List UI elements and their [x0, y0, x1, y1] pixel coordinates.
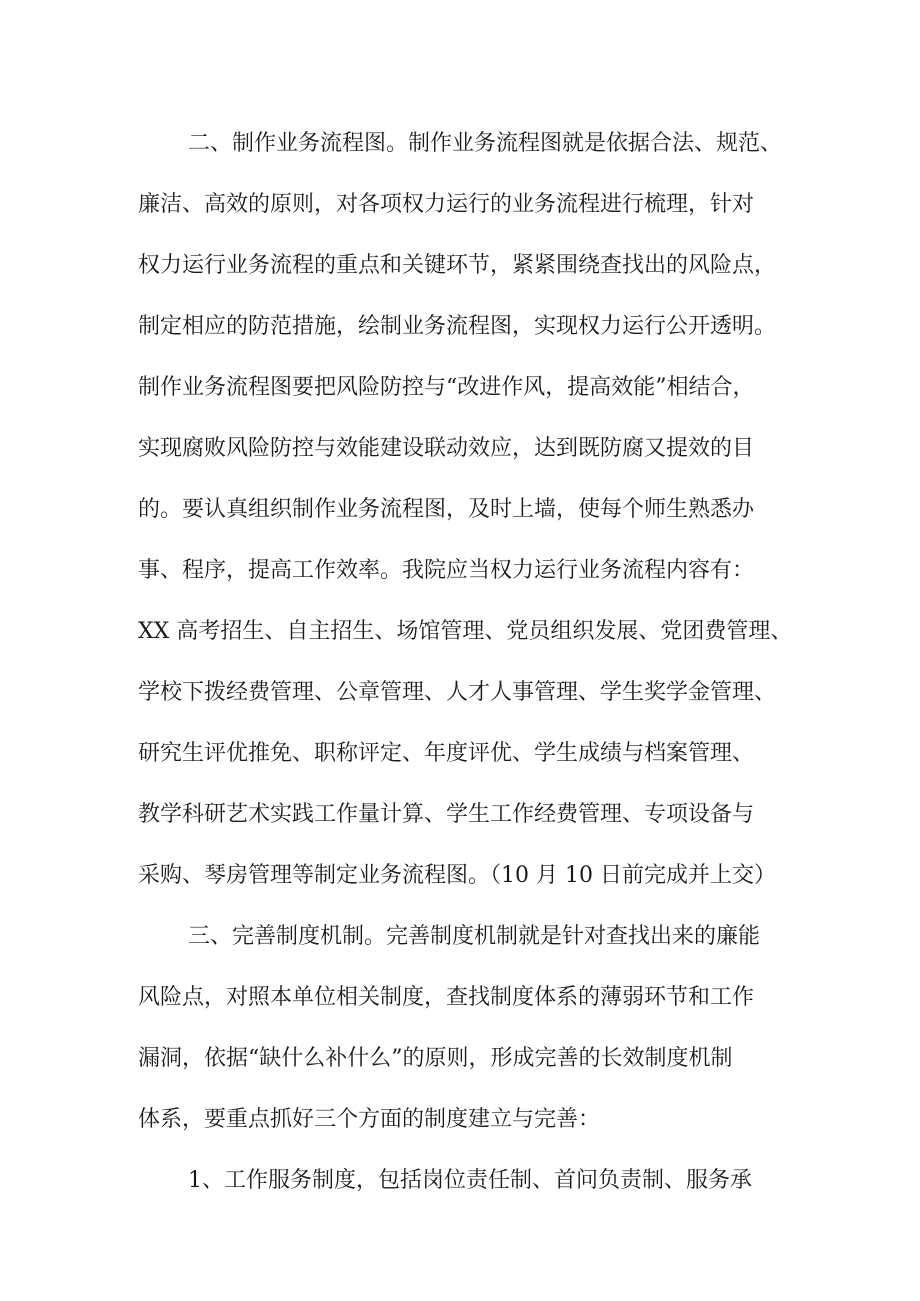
paragraph-3-line-4: 体系，要重点抓好三个方面的制度建立与完善： [138, 1107, 601, 1132]
paragraph-2-line-8: 事、程序，提高工作效率。我院应当权力运行业务流程内容有： [138, 558, 755, 583]
paragraph-2-line-9: XX 高考招生、自主招生、场馆管理、党员组织发展、党团费管理、 [138, 619, 793, 644]
paragraph-3-line-2: 风险点，对照本单位相关制度，查找制度体系的薄弱环节和工作 [138, 985, 755, 1010]
paragraph-2-line-4: 制定相应的防范措施，绘制业务流程图，实现权力运行公开透明。 [138, 314, 777, 339]
paragraph-2-line-7: 的。要认真组织制作业务流程图，及时上墙，使每个师生熟悉办 [138, 497, 755, 522]
paragraph-2-line-12: 教学科研艺术实践工作量计算、学生工作经费管理、专项设备与 [138, 802, 755, 827]
paragraph-2-line-6: 实现腐败风险防控与效能建设联动效应，达到既防腐又提效的目 [138, 436, 755, 461]
paragraph-4-line-1: 1、工作服务制度，包括岗位责任制、首问负责制、服务承 [188, 1168, 752, 1193]
paragraph-2-line-2: 廉洁、高效的原则，对各项权力运行的业务流程进行梳理，针对 [138, 192, 755, 217]
paragraph-2-line-1: 二、制作业务流程图。制作业务流程图就是依据合法、规范、 [188, 131, 783, 156]
paragraph-3-line-3: 漏洞，依据“缺什么补什么”的原则，形成完善的长效制度机制 [138, 1046, 733, 1071]
paragraph-2-line-5: 制作业务流程图要把风险防控与“改进作风，提高效能”相结合， [138, 375, 755, 400]
paragraph-2-line-11: 研究生评优推免、职称评定、年度评优、学生成绩与档案管理、 [138, 741, 755, 766]
paragraph-2-line-13: 采购、琴房管理等制定业务流程图。（10 月 10 日前完成并上交） [138, 863, 776, 888]
paragraph-3-line-1: 三、完善制度机制。完善制度机制就是针对查找出来的廉能 [188, 924, 761, 949]
paragraph-2-line-10: 学校下拨经费管理、公章管理、人才人事管理、学生奖学金管理、 [138, 680, 777, 705]
paragraph-2-line-3: 权力运行业务流程的重点和关键环节，紧紧围绕查找出的风险点， [138, 253, 777, 278]
